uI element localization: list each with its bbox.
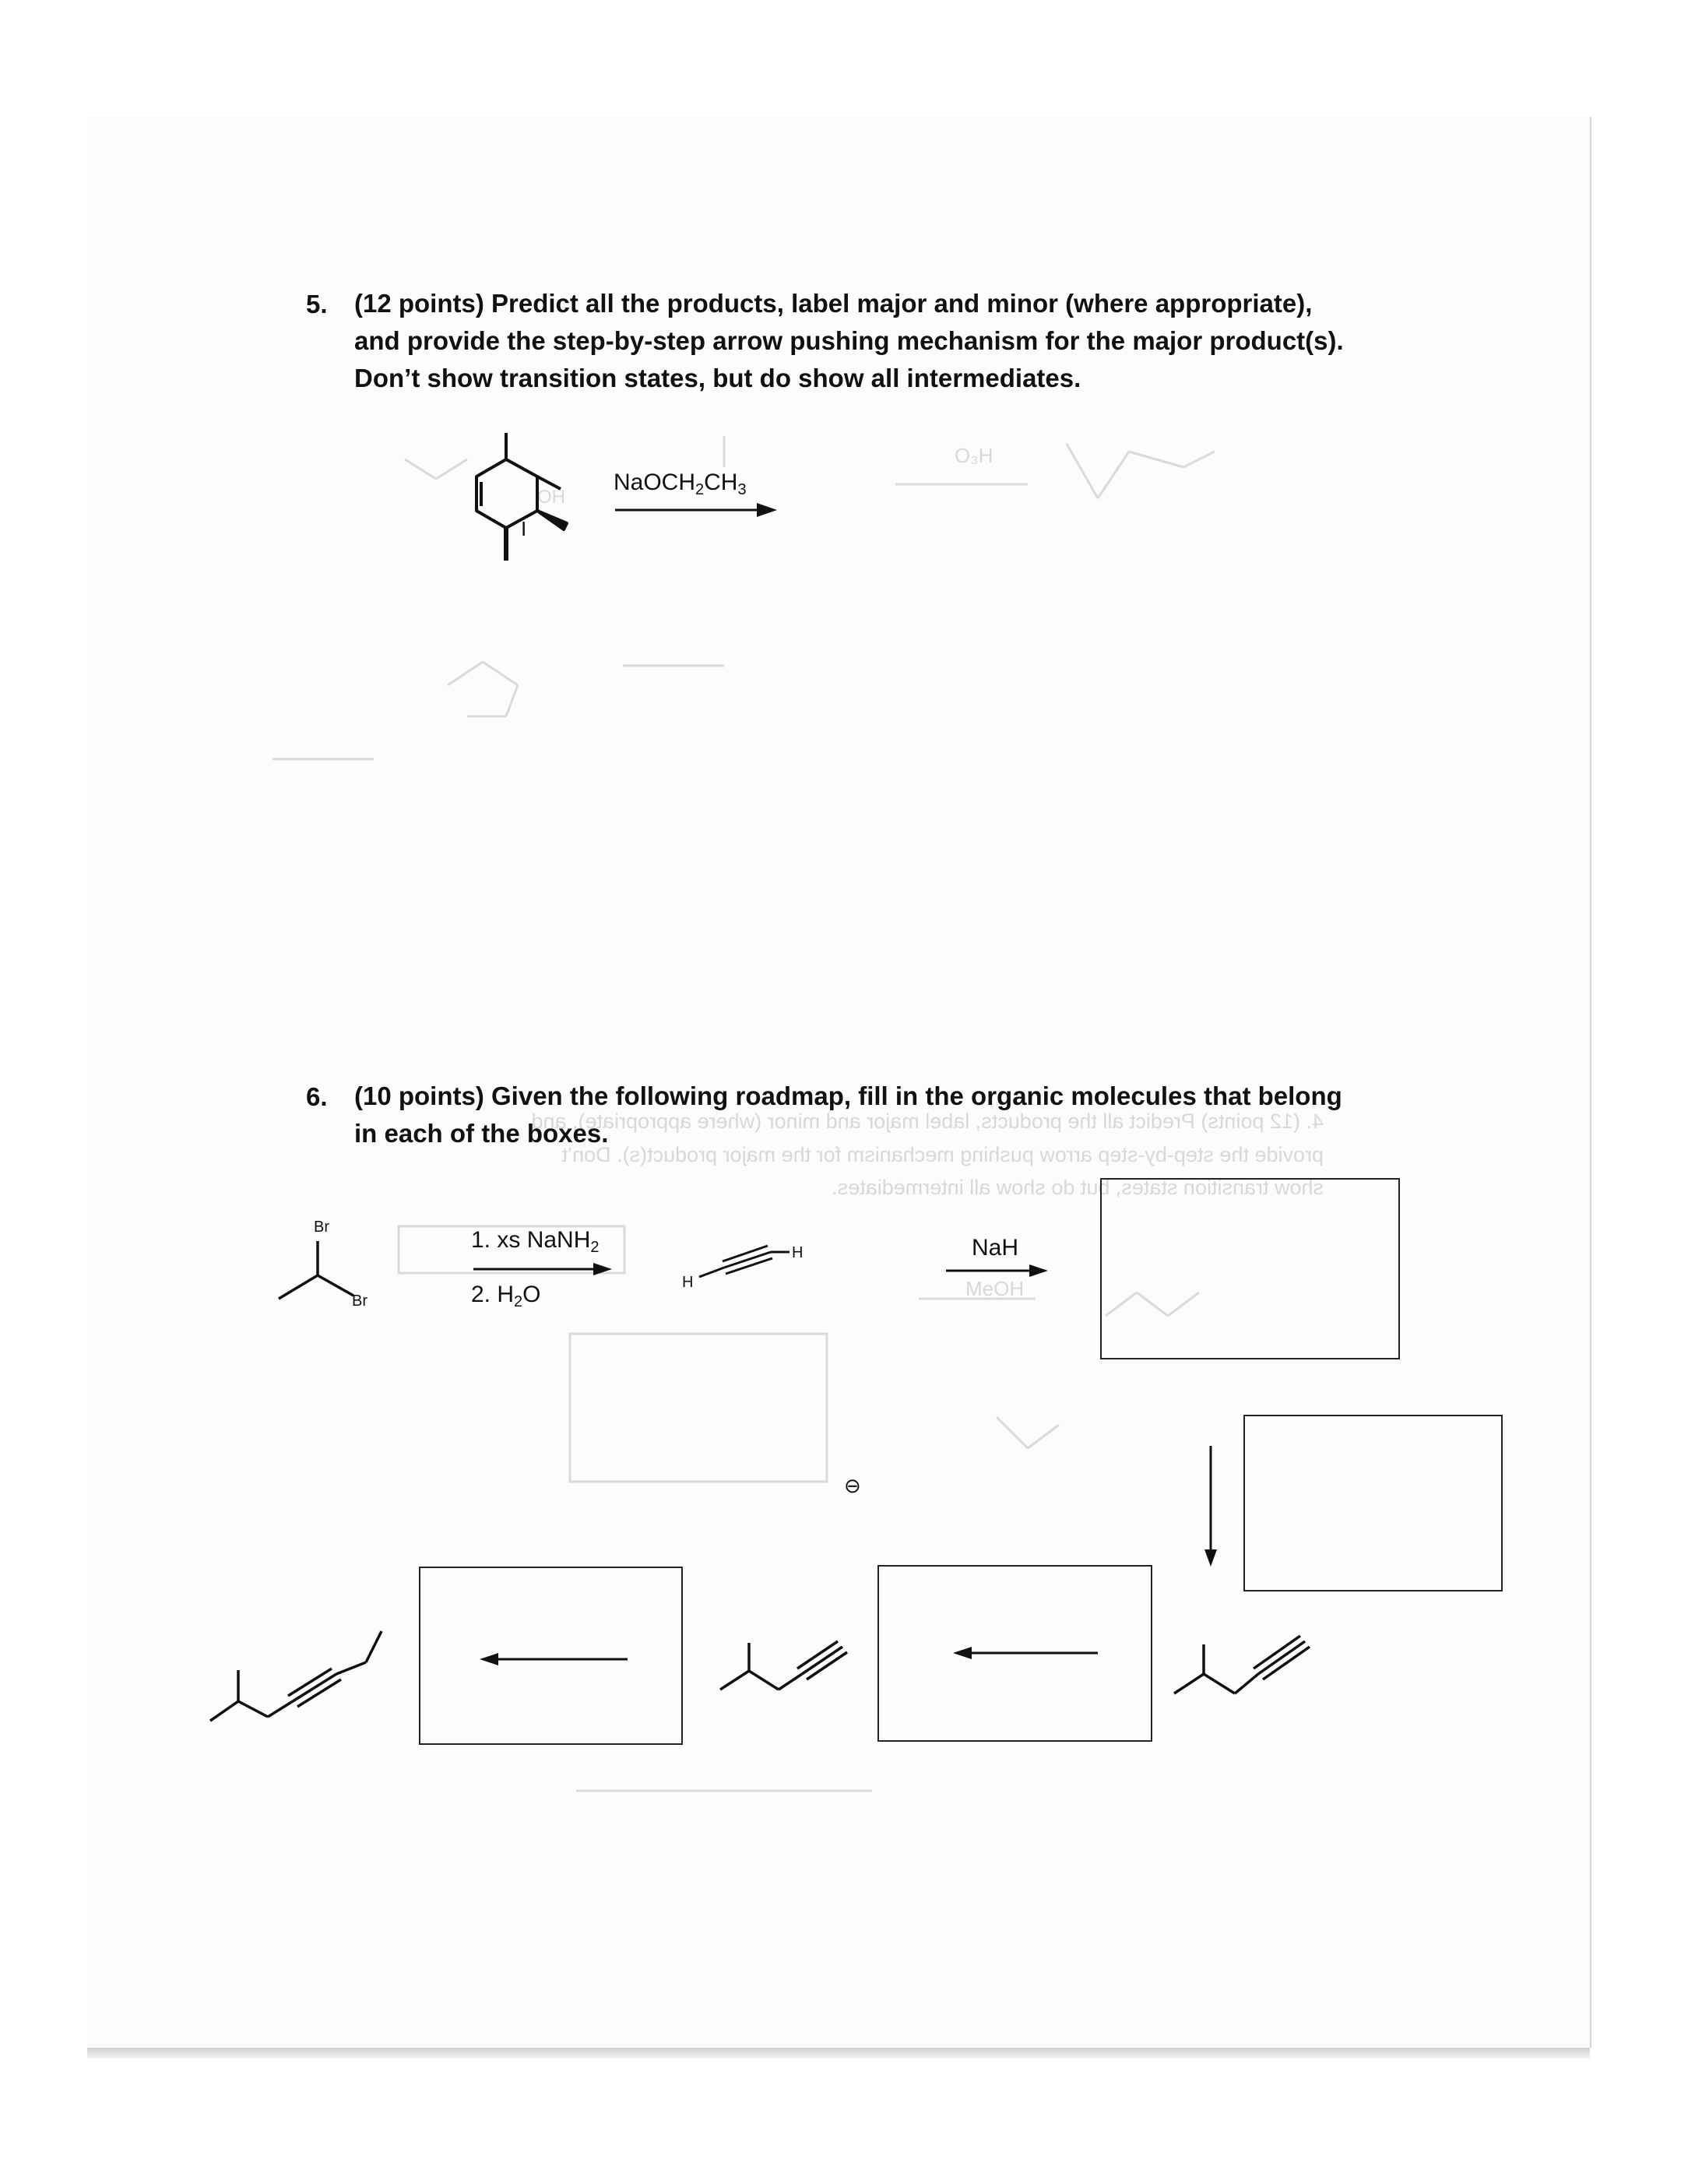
q5-ghost-o3h: O₃H	[955, 444, 993, 467]
question-6-text: (10 points) Given the following roadmap, fill in the organic molecules that belong in each of the boxes.	[354, 1081, 1342, 1148]
q6-reagent-nah: NaH	[972, 1235, 1019, 1261]
question-5-number: 5.	[306, 290, 328, 318]
q6-arrow-left	[480, 1653, 628, 1665]
internal-alkyne-structure	[210, 1631, 382, 1721]
bleed-through-line-b: provide the step-by-step arrow pushing mechanism for the major product(s). Don’t	[561, 1143, 1324, 1166]
acetylene-h-left: H	[682, 1274, 694, 1291]
start-br-top: Br	[314, 1219, 329, 1236]
acetylide-charge: ⊖	[844, 1474, 861, 1497]
bleed-through-drawings	[273, 436, 1215, 1791]
step1-line1-sub: 2	[590, 1239, 600, 1256]
question-5-text: (12 points) Predict all the products, label major and minor (where appropriate), and provide the step-by-step arrow pushing mechanism for the major product(s). Don’t show transition states, but do show all intermediates.	[354, 289, 1344, 392]
q5-reagent-main: NaOCH	[614, 470, 696, 495]
q5-reagent-sub1: 2	[695, 481, 705, 498]
acetylide-structure	[720, 1641, 847, 1690]
acetylene-h-right: H	[792, 1244, 804, 1261]
bleed-through-line-c: show transition states, but do show all intermediates.	[832, 1176, 1324, 1199]
start-br-bottom: Br	[352, 1292, 367, 1310]
q5-iodine-label: I	[521, 517, 527, 540]
q5-substrate-structure	[477, 433, 567, 561]
step1-line2-post: O	[522, 1282, 541, 1307]
step1-line1-text: 1. xs NaNH	[471, 1227, 591, 1253]
q6-nah-arrow	[946, 1264, 1048, 1277]
q6-down-arrow	[1204, 1446, 1217, 1567]
q5-reagent-sub2: 3	[737, 481, 747, 498]
q6-arrow-middle-right	[953, 1647, 1098, 1659]
q6-ghost-meoh: MeOH	[965, 1277, 1025, 1300]
q5-reaction-arrow	[615, 503, 777, 517]
q6-dibromide-structure	[279, 1241, 353, 1299]
question-6-number: 6.	[306, 1082, 328, 1111]
step1-line2-sub: 2	[514, 1293, 523, 1310]
step1-line2-text: 2. H	[471, 1282, 515, 1307]
acetylene-structure	[699, 1246, 789, 1277]
q5-reagent-tail: CH	[704, 470, 738, 495]
bleed-through-line-a: 4. (12 points) Predict all the products, label major and minor (where appropriate), and	[531, 1110, 1324, 1133]
terminal-alkyne-structure	[1174, 1636, 1310, 1693]
q5-ghost-oh: OH	[537, 487, 565, 508]
